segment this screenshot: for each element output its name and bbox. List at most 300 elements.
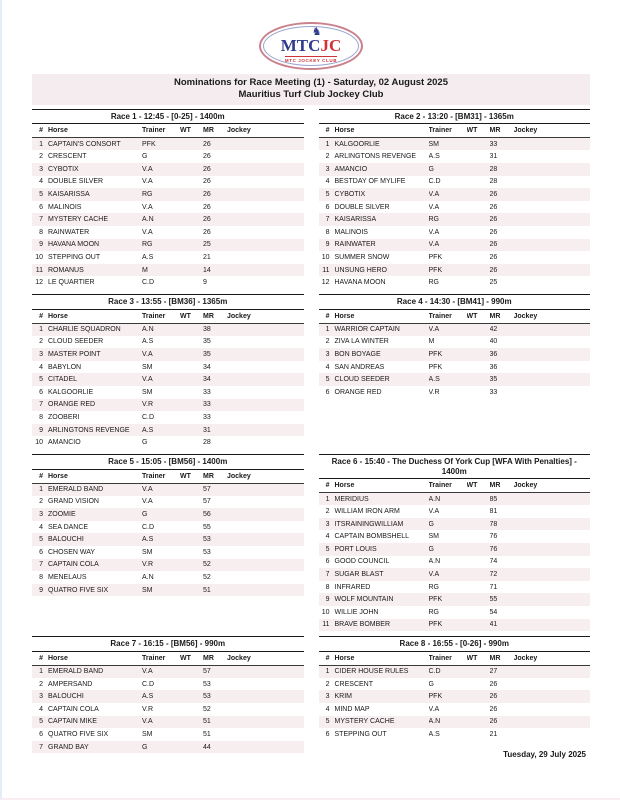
entry-trainer: V.A xyxy=(142,498,153,506)
entry-num: 2 xyxy=(39,338,43,346)
entry-horse-name: ORANGE RED xyxy=(48,401,96,409)
column-header-jockey: Jockey xyxy=(227,654,251,662)
entry-horse-name: BESTDAY OF MYLIFE xyxy=(334,178,406,186)
entry-trainer: G xyxy=(428,545,434,553)
entry-num: 4 xyxy=(39,523,43,531)
horse-entry-row xyxy=(319,530,591,543)
entry-num: 2 xyxy=(325,153,330,161)
entry-wt xyxy=(467,201,490,214)
entry-trainer: RG xyxy=(428,608,439,616)
entry-mr: 33 xyxy=(489,388,498,396)
entry-trainer: RG xyxy=(428,216,439,224)
entry-wt xyxy=(180,571,203,584)
entry-wt xyxy=(180,251,203,264)
entry-num: 11 xyxy=(35,266,43,274)
entry-jockey xyxy=(514,518,591,531)
entry-trainer: RG xyxy=(142,190,153,198)
horse-entry-row xyxy=(319,264,591,277)
entry-num: 4 xyxy=(39,705,43,713)
entry-trainer: V.R xyxy=(142,401,154,409)
entry-jockey xyxy=(227,483,304,496)
entry-num: 3 xyxy=(325,165,330,173)
entry-trainer: C.D xyxy=(142,279,155,287)
horse-entry-row xyxy=(32,373,304,386)
horse-entry-row xyxy=(319,568,591,581)
entry-num: 4 xyxy=(39,363,43,371)
column-header-trainer: Trainer xyxy=(428,127,452,135)
entry-mr: 26 xyxy=(489,693,498,701)
logo-text-red: JC xyxy=(320,35,342,55)
horse-entry-row xyxy=(319,493,591,506)
entry-wt xyxy=(180,424,203,437)
entry-mr: 34 xyxy=(203,376,211,384)
entry-wt xyxy=(467,163,490,176)
entry-trainer: C.D xyxy=(142,413,155,421)
column-header-num: # xyxy=(39,654,43,662)
column-header-horse: Horse xyxy=(48,472,68,480)
entry-num: 1 xyxy=(39,140,43,148)
entry-num: 5 xyxy=(325,718,330,726)
entry-wt xyxy=(180,336,203,349)
entry-num: 6 xyxy=(325,388,330,396)
race-title: Race 3 - 13:55 - [BM36] - 1365m xyxy=(32,294,304,310)
horse-entry-row xyxy=(32,386,304,399)
entry-mr: 26 xyxy=(489,266,498,274)
race-entries-table xyxy=(32,124,304,289)
entry-num: 6 xyxy=(39,203,43,211)
horse-entry-row xyxy=(32,323,304,336)
entry-horse-name: ITSRAININGWILLIAM xyxy=(334,520,404,528)
entry-wt xyxy=(467,176,490,189)
entry-num: 3 xyxy=(325,350,330,358)
mtcjc-logo xyxy=(259,22,363,70)
entry-horse-name: BALOUCHI xyxy=(48,693,84,701)
entry-jockey xyxy=(227,176,304,189)
entry-jockey xyxy=(227,323,304,336)
entry-trainer: V.A xyxy=(428,228,440,236)
horse-entry-row xyxy=(32,690,304,703)
entry-mr: 40 xyxy=(489,338,498,346)
entry-trainer: PFK xyxy=(428,693,443,701)
column-header-wt: WT xyxy=(180,472,191,480)
entry-horse-name: CHARLIE SQUADRON xyxy=(48,326,121,334)
entry-mr: 26 xyxy=(489,705,498,713)
entry-num: 10 xyxy=(321,608,330,616)
entry-horse-name: CAPTAIN COLA xyxy=(48,705,99,713)
column-header-jockey: Jockey xyxy=(513,127,538,135)
entry-wt xyxy=(467,373,490,386)
entry-jockey xyxy=(227,496,304,509)
entry-mr: 72 xyxy=(489,570,498,578)
entry-wt xyxy=(180,533,203,546)
horse-entry-row xyxy=(319,593,591,606)
entry-num: 6 xyxy=(325,203,330,211)
column-header-wt: WT xyxy=(466,127,478,135)
entry-jockey xyxy=(514,728,591,741)
horse-entry-row xyxy=(32,571,304,584)
entry-mr: 51 xyxy=(203,718,211,726)
entry-mr: 35 xyxy=(489,376,498,384)
entry-mr: 25 xyxy=(203,241,211,249)
race-title: Race 4 - 14:30 - [BM41] - 990m xyxy=(319,294,591,310)
entry-wt xyxy=(180,665,203,678)
entry-num: 8 xyxy=(39,228,43,236)
entry-num: 2 xyxy=(325,508,330,516)
entry-jockey xyxy=(514,690,591,703)
entry-mr: 26 xyxy=(489,190,498,198)
entry-num: 9 xyxy=(39,586,43,594)
entry-jockey xyxy=(227,559,304,572)
entry-mr: 35 xyxy=(203,350,211,358)
entry-wt xyxy=(180,386,203,399)
entry-horse-name: SEA DANCE xyxy=(48,523,89,531)
entry-wt xyxy=(180,373,203,386)
entry-horse-name: PORT LOUIS xyxy=(334,545,377,553)
entry-trainer: PFK xyxy=(428,596,443,604)
entry-mr: 53 xyxy=(203,680,211,688)
entry-num: 7 xyxy=(325,570,330,578)
entry-wt xyxy=(180,163,203,176)
entry-jockey xyxy=(227,508,304,521)
entry-horse-name: STEPPING OUT xyxy=(48,253,101,261)
entry-mr: 21 xyxy=(489,731,498,739)
race-entries-table xyxy=(319,479,591,631)
entry-horse-name: STEPPING OUT xyxy=(334,731,387,739)
entry-trainer: SM xyxy=(428,533,439,541)
horse-entry-row xyxy=(32,728,304,741)
entry-horse-name: KALGOORLIE xyxy=(48,388,94,396)
entry-jockey xyxy=(227,361,304,374)
footer-date: Tuesday, 29 July 2025 xyxy=(503,750,586,759)
column-header-mr: MR xyxy=(203,472,214,480)
entry-num: 5 xyxy=(325,545,330,553)
entry-trainer: V.A xyxy=(428,241,440,249)
entry-trainer: V.A xyxy=(142,350,153,358)
column-header-mr: MR xyxy=(489,482,501,490)
entry-num: 3 xyxy=(39,511,43,519)
entry-trainer: G xyxy=(428,680,434,688)
entry-num: 2 xyxy=(325,680,330,688)
entry-trainer: SM xyxy=(428,140,439,148)
entry-mr: 26 xyxy=(203,165,211,173)
entry-num: 9 xyxy=(325,241,330,249)
entry-num: 12 xyxy=(35,279,43,287)
horse-entry-row xyxy=(319,665,591,678)
entry-mr: 52 xyxy=(203,573,211,581)
horse-entry-row xyxy=(32,150,304,163)
entry-jockey xyxy=(227,678,304,691)
entry-jockey xyxy=(227,436,304,449)
entry-jockey xyxy=(227,716,304,729)
entry-horse-name: BRAVE BOMBER xyxy=(334,621,390,629)
entry-jockey xyxy=(514,188,591,201)
entry-trainer: V.A xyxy=(142,718,153,726)
column-header-horse: Horse xyxy=(334,654,355,662)
entry-trainer: SM xyxy=(142,388,153,396)
horse-entry-row xyxy=(32,213,304,226)
column-header-wt: WT xyxy=(180,127,191,135)
entry-mr: 31 xyxy=(203,426,211,434)
entry-mr: 26 xyxy=(489,203,498,211)
horse-entry-row xyxy=(32,226,304,239)
entry-num: 11 xyxy=(322,266,330,274)
entry-wt xyxy=(180,716,203,729)
race-title: Race 5 - 15:05 - [BM56] - 1400m xyxy=(32,454,304,470)
entry-horse-name: QUATRO FIVE SIX xyxy=(48,586,109,594)
entry-wt xyxy=(180,213,203,226)
horse-entry-row xyxy=(319,276,591,289)
entry-trainer: SM xyxy=(142,731,153,739)
entry-trainer: A.S xyxy=(142,338,154,346)
entry-mr: 26 xyxy=(203,153,211,161)
entry-trainer: V.A xyxy=(142,178,153,186)
horse-entry-row xyxy=(32,521,304,534)
races-grid xyxy=(32,109,590,754)
entry-jockey xyxy=(514,568,591,581)
entry-mr: 31 xyxy=(489,153,498,161)
race-table-8 xyxy=(319,636,591,741)
entry-jockey xyxy=(227,728,304,741)
mtcjc-logo-inner xyxy=(263,26,359,66)
entry-trainer: SM xyxy=(142,548,153,556)
entry-horse-name: LE QUARTIER xyxy=(48,279,95,287)
entry-horse-name: WILLIE JOHN xyxy=(334,608,379,616)
entry-horse-name: CRESCENT xyxy=(334,680,374,688)
entry-horse-name: BABYLON xyxy=(48,363,82,371)
entry-horse-name: MIND MAP xyxy=(334,705,370,713)
entry-mr: 51 xyxy=(203,586,211,594)
race-table-6 xyxy=(319,454,591,631)
entry-jockey xyxy=(514,176,591,189)
entry-wt xyxy=(467,361,490,374)
entry-mr: 55 xyxy=(203,523,211,531)
column-header-row xyxy=(32,124,304,138)
entry-num: 6 xyxy=(325,558,330,566)
entry-num: 8 xyxy=(325,228,330,236)
race-entries-table xyxy=(32,652,304,754)
entry-trainer: A.S xyxy=(142,426,154,434)
race-table-7 xyxy=(32,636,304,753)
entry-horse-name: ARLINGTONS REVENGE xyxy=(48,426,130,434)
race-table-5 xyxy=(32,454,304,596)
entry-trainer: A.N xyxy=(428,718,441,726)
entry-jockey xyxy=(227,150,304,163)
race-entries-table xyxy=(319,652,591,741)
entry-num: 6 xyxy=(325,731,330,739)
entry-wt xyxy=(467,728,490,741)
entry-mr: 26 xyxy=(489,680,498,688)
horse-entry-row xyxy=(319,678,591,691)
column-header-trainer: Trainer xyxy=(428,482,452,490)
column-header-horse: Horse xyxy=(48,127,68,135)
entry-mr: 41 xyxy=(489,621,498,629)
entry-jockey xyxy=(514,348,591,361)
entry-mr: 26 xyxy=(203,190,211,198)
race-entries-table xyxy=(32,470,304,597)
entry-num: 2 xyxy=(39,680,43,688)
horse-entry-row xyxy=(319,348,591,361)
horse-entry-row xyxy=(32,239,304,252)
horse-entry-row xyxy=(32,483,304,496)
entry-horse-name: CYBOTIX xyxy=(48,165,79,173)
entry-mr: 26 xyxy=(203,178,211,186)
entry-wt xyxy=(180,496,203,509)
entry-trainer: V.R xyxy=(142,705,154,713)
entry-trainer: V.A xyxy=(428,570,440,578)
page-title-line2: Mauritius Turf Club Jockey Club xyxy=(238,89,384,101)
entry-trainer: C.D xyxy=(142,680,155,688)
entry-mr: 71 xyxy=(489,583,498,591)
entry-horse-name: CAPTAIN BOMBSHELL xyxy=(334,533,410,541)
entry-horse-name: RAINWATER xyxy=(48,228,90,236)
entry-trainer: A.S xyxy=(142,693,154,701)
entry-wt xyxy=(180,348,203,361)
entry-trainer: V.A xyxy=(428,190,440,198)
entry-horse-name: GRAND BAY xyxy=(48,743,89,751)
entry-horse-name: DOUBLE SILVER xyxy=(48,178,104,186)
entry-trainer: V.A xyxy=(142,165,153,173)
entry-num: 2 xyxy=(39,498,43,506)
entry-horse-name: ZIVA LA WINTER xyxy=(334,338,389,346)
entry-trainer: V.A xyxy=(142,376,153,384)
entry-num: 1 xyxy=(325,326,330,334)
entry-mr: 54 xyxy=(489,608,498,616)
entry-num: 5 xyxy=(39,536,43,544)
column-header-num: # xyxy=(325,312,330,320)
column-header-wt: WT xyxy=(180,312,191,320)
horse-entry-row xyxy=(319,213,591,226)
entry-horse-name: ARLINGTONS REVENGE xyxy=(334,153,417,161)
column-header-mr: MR xyxy=(203,312,214,320)
entry-mr: 38 xyxy=(203,326,211,334)
horse-entry-row xyxy=(319,556,591,569)
entry-horse-name: GRAND VISION xyxy=(48,498,99,506)
entry-num: 5 xyxy=(39,718,43,726)
race-table-4 xyxy=(319,294,591,399)
entry-jockey xyxy=(514,361,591,374)
entry-horse-name: EMERALD BAND xyxy=(48,668,104,676)
entry-horse-name: GOOD COUNCIL xyxy=(334,558,390,566)
page-title-line1: Nominations for Race Meeting (1) - Saturday, 02 August 2025 xyxy=(174,77,448,88)
entry-wt xyxy=(467,556,490,569)
entry-trainer: G xyxy=(142,743,148,751)
entry-jockey xyxy=(227,163,304,176)
entry-mr: 34 xyxy=(203,363,211,371)
race-title: Race 2 - 13:20 - [BM31] - 1365m xyxy=(319,109,591,125)
entry-mr: 26 xyxy=(489,718,498,726)
entry-horse-name: CRESCENT xyxy=(48,153,87,161)
entry-wt xyxy=(467,213,490,226)
horse-entry-row xyxy=(32,703,304,716)
entry-trainer: V.A xyxy=(428,203,440,211)
horse-entry-row xyxy=(32,251,304,264)
entry-horse-name: MYSTERY CACHE xyxy=(334,718,395,726)
entry-trainer: V.A xyxy=(428,508,440,516)
horse-entry-row xyxy=(319,505,591,518)
entry-mr: 26 xyxy=(203,216,211,224)
entry-num: 6 xyxy=(39,731,43,739)
entry-mr: 44 xyxy=(203,743,211,751)
entry-trainer: V.A xyxy=(142,486,153,494)
horse-entry-row xyxy=(319,361,591,374)
entry-mr: 35 xyxy=(203,338,211,346)
entry-trainer: PFK xyxy=(428,253,443,261)
column-header-row xyxy=(319,652,591,666)
entry-jockey xyxy=(514,251,591,264)
entry-jockey xyxy=(227,226,304,239)
entry-wt xyxy=(467,716,490,729)
entry-horse-name: MERIDIUS xyxy=(334,495,369,503)
horse-entry-row xyxy=(319,728,591,741)
entry-trainer: G xyxy=(428,165,434,173)
entry-wt xyxy=(467,703,490,716)
entry-jockey xyxy=(227,264,304,277)
entry-trainer: C.D xyxy=(428,178,441,186)
entry-mr: 28 xyxy=(489,165,498,173)
column-header-mr: MR xyxy=(489,312,501,320)
entry-wt xyxy=(180,411,203,424)
entry-mr: 51 xyxy=(203,731,211,739)
entry-wt xyxy=(467,138,490,151)
entry-jockey xyxy=(514,606,591,619)
entry-trainer: G xyxy=(142,511,148,519)
horse-entry-row xyxy=(32,411,304,424)
column-header-row xyxy=(32,652,304,666)
entry-horse-name: CAPTAIN'S CONSORT xyxy=(48,140,121,148)
entry-num: 10 xyxy=(35,439,43,447)
entry-wt xyxy=(467,264,490,277)
entry-num: 4 xyxy=(39,178,43,186)
entry-mr: 36 xyxy=(489,363,498,371)
horse-entry-row xyxy=(319,163,591,176)
entry-wt xyxy=(180,584,203,597)
entry-trainer: V.R xyxy=(428,388,440,396)
column-header-trainer: Trainer xyxy=(428,312,452,320)
entry-mr: 33 xyxy=(203,413,211,421)
entry-num: 9 xyxy=(325,596,330,604)
horse-entry-row xyxy=(319,716,591,729)
column-header-horse: Horse xyxy=(48,312,68,320)
entry-wt xyxy=(180,201,203,214)
entry-trainer: PFK xyxy=(428,266,443,274)
entry-jockey xyxy=(227,213,304,226)
entry-wt xyxy=(467,276,490,289)
entry-num: 3 xyxy=(39,165,43,173)
entry-horse-name: DOUBLE SILVER xyxy=(334,203,390,211)
column-header-wt: WT xyxy=(180,654,191,662)
entry-jockey xyxy=(227,348,304,361)
column-header-jockey: Jockey xyxy=(227,127,251,135)
entry-wt xyxy=(467,150,490,163)
column-header-row xyxy=(32,470,304,484)
horse-icon: ♞ xyxy=(311,26,322,38)
entry-mr: 81 xyxy=(489,508,498,516)
race-entries-table xyxy=(32,310,304,449)
entry-trainer: G xyxy=(428,520,434,528)
horse-entry-row xyxy=(319,138,591,151)
entry-num: 7 xyxy=(39,743,43,751)
entry-mr: 42 xyxy=(489,326,498,334)
entry-wt xyxy=(180,323,203,336)
entry-num: 12 xyxy=(321,279,330,287)
entry-horse-name: CLOUD SEEDER xyxy=(334,376,390,384)
horse-entry-row xyxy=(319,619,591,632)
entry-num: 3 xyxy=(39,350,43,358)
entry-mr: 53 xyxy=(203,536,211,544)
race-table-1 xyxy=(32,109,304,289)
entry-horse-name: MALINOIS xyxy=(48,203,82,211)
entry-mr: 26 xyxy=(489,228,498,236)
